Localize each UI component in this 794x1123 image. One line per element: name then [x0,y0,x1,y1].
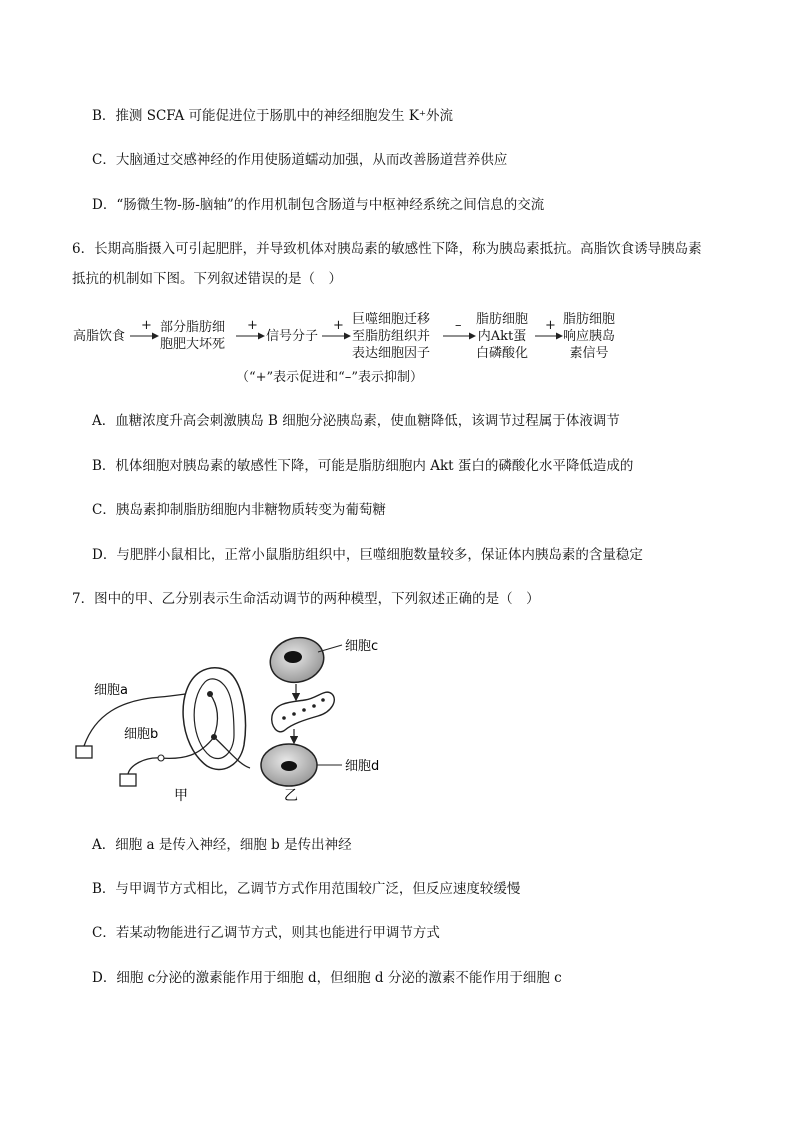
flow-sign-4: – [455,318,462,333]
q6-stem-line2: 抵抗的机制如下图。下列叙述错误的是（ ） [72,271,342,287]
flow-node-text: 巨噬细胞迁移 [352,312,431,327]
label-yi: 乙 [284,788,298,804]
q6-option-d: D．与肥胖小鼠相比，正常小鼠脂肪组织中，巨噬细胞数量较多，保证体内胰岛素的含量稳定 [92,547,643,563]
cell-d-nucleus [281,761,297,771]
flow-node-text: 素信号 [569,346,609,361]
blood-vessel [272,692,335,732]
hormone-dot [292,712,296,716]
q5-option-b: B．推测 SCFA 可能促进位于肠肌中的神经细胞发生 K⁺外流 [92,108,454,124]
effector-box-b [120,774,136,786]
q7-option-b: B．与甲调节方式相比，乙调节方式作用范围较广泛，但反应速度较缓慢 [92,881,521,897]
cell-c-nucleus [284,651,302,663]
hormone-dot [282,716,286,720]
q6-option-c: C．胰岛素抑制脂肪细胞内非糖物质转变为葡萄糖 [92,502,386,518]
q7-option-d: D．细胞 c分泌的激素能作用于细胞 d，但细胞 d 分泌的激素不能作用于细胞 c [92,970,562,986]
flow-node-text: 表达细胞因子 [352,346,431,361]
label-cell-c: 细胞c [345,639,379,654]
label-cell-b: 细胞b [124,727,159,742]
flow-node-signal-molecule: 信号分子 [266,329,319,344]
flow-legend: （“+”表示促进和“–”表示抑制） [236,370,423,385]
label-cell-a: 细胞a [94,683,128,698]
hormone-dot [321,698,325,702]
flow-node-text: 脂肪细胞 [563,312,616,327]
flow-node-text: 胞肥大坏死 [160,337,226,352]
q7-option-c: C．若某动物能进行乙调节方式，则其也能进行甲调节方式 [92,925,440,941]
flow-node-text: 响应胰岛 [563,329,616,344]
flow-node-text: 白磷酸化 [476,346,529,361]
synapse-b [158,755,164,761]
q5-option-d: D．“肠微生物-肠-脑轴”的作用机制包含肠道与中枢神经系统之间信息的交流 [92,197,545,213]
flow-sign-2: + [247,318,258,333]
label-jia: 甲 [174,788,188,804]
flow-node-text: 至脂肪组织并 [352,329,431,344]
q5-option-c: C．大脑通过交感神经的作用使肠道蠕动加强，从而改善肠道营养供应 [92,152,508,168]
label-cell-d: 细胞d [345,759,380,774]
model-yi-hormonal [261,632,379,804]
q7-stem: 7．图中的甲、乙分别表示生命活动调节的两种模型，下列叙述正确的是（ ） [72,591,540,607]
q6-option-b: B．机体细胞对胰岛素的敏感性下降，可能是脂肪细胞内 Akt 蛋白的磷酸化水平降低造成的 [92,458,634,474]
q6-stem-line1: 6．长期高脂摄入可引起肥胖，并导致机体对胰岛素的敏感性下降，称为胰岛素抵抗。高脂饮食诱导胰岛素 [72,241,702,257]
flow-node-high-fat-diet: 高脂饮食 [73,329,126,344]
flow-sign-3: + [333,318,344,333]
hormone-dot [312,704,316,708]
hormone-dot [302,708,306,712]
flow-node-text: 脂肪细胞 [476,312,529,327]
model-jia-neural [76,668,250,804]
flow-node-text: 部分脂肪细 [160,320,226,335]
receptor-box-a [76,746,92,758]
flow-sign-1: + [141,318,152,333]
flow-node-text: 内Akt蛋 [477,329,527,344]
q7-option-a: A．细胞 a 是传入神经，细胞 b 是传出神经 [92,837,352,853]
q6-option-a: A．血糖浓度升高会刺激胰岛 B 细胞分泌胰岛素，使血糖降低，该调节过程属于体液调节 [92,413,620,429]
flow-sign-5: + [545,318,556,333]
